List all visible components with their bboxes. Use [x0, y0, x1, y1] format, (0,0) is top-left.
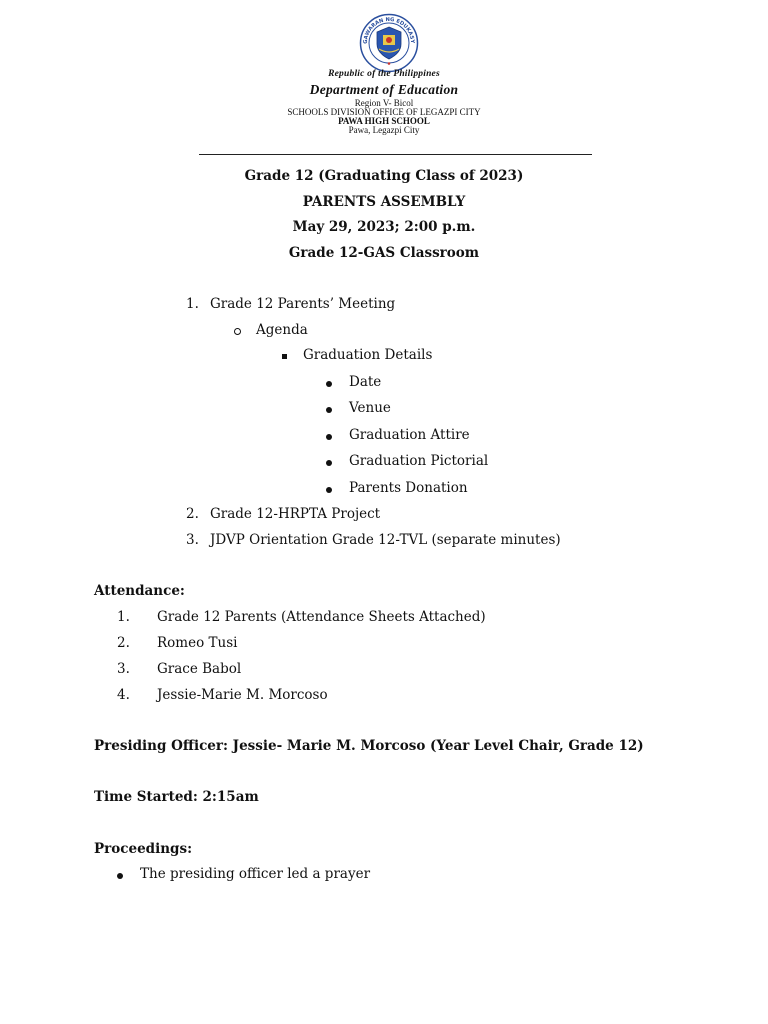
- title-datetime: May 29, 2023; 2:00 p.m.: [292, 219, 476, 235]
- detail-item: Date: [349, 374, 382, 390]
- bullet-icon: [326, 381, 332, 387]
- proceedings-item: The presiding officer led a prayer: [140, 866, 371, 882]
- bullet-icon: [326, 460, 332, 466]
- school-address: Pawa, Legazpi City: [348, 125, 420, 135]
- bullet-icon: [326, 487, 332, 493]
- deped-seal-icon: [359, 13, 419, 73]
- attendance-heading: Attendance:: [94, 583, 185, 599]
- bullet-icon: [117, 873, 123, 879]
- bullet-icon: [326, 407, 332, 413]
- attendance-number: 3.: [117, 661, 130, 677]
- detail-item: Graduation Attire: [349, 427, 470, 443]
- title-venue: Grade 12-GAS Classroom: [288, 245, 480, 261]
- detail-item: Graduation Pictorial: [349, 453, 489, 469]
- attendance-number: 2.: [117, 635, 130, 651]
- square-bullet-icon: [282, 354, 287, 359]
- agenda-item-2-text: Grade 12-HRPTA Project: [210, 506, 381, 522]
- letterhead-divider: [199, 154, 592, 155]
- school-name: PAWA HIGH SCHOOL: [338, 116, 430, 126]
- attendance-item: Romeo Tusi: [157, 635, 238, 651]
- agenda-item-1-text: Grade 12 Parents’ Meeting: [210, 296, 396, 312]
- title-class: Grade 12 (Graduating Class of 2023): [244, 168, 524, 184]
- agenda-item-3-text: JDVP Orientation Grade 12-TVL (separate minutes): [210, 532, 561, 548]
- attendance-item: Grace Babol: [157, 661, 242, 677]
- department-name: Department of Education: [309, 82, 459, 97]
- bullet-icon: [326, 434, 332, 440]
- detail-item: Venue: [349, 400, 391, 416]
- attendance-item: Jessie-Marie M. Morcoso: [157, 687, 328, 703]
- detail-item: Parents Donation: [349, 480, 468, 496]
- presiding-officer: Presiding Officer: Jessie- Marie M. Morcoso (Year Level Chair, Grade 12): [94, 738, 644, 754]
- attendance-item: Grade 12 Parents (Attendance Sheets Attached): [157, 609, 486, 625]
- agenda-item-1-number: 1.: [186, 296, 199, 312]
- title-assembly: PARENTS ASSEMBLY: [302, 194, 466, 210]
- agenda-sub-item: Agenda: [256, 322, 308, 338]
- region-line: Region V- Bicol: [354, 98, 414, 108]
- seal-lettering: GAWARAN NG EDUKASY: [362, 16, 416, 44]
- division-line: SCHOOLS DIVISION OFFICE OF LEGAZPI CITY: [287, 107, 481, 117]
- republic-line: Republic of the Philippines: [328, 69, 440, 79]
- hollow-bullet-icon: [234, 328, 241, 335]
- attendance-number: 1.: [117, 609, 130, 625]
- attendance-number: 4.: [117, 687, 130, 703]
- agenda-item-2-number: 2.: [186, 506, 199, 522]
- proceedings-heading: Proceedings:: [94, 841, 193, 857]
- agenda-item-3-number: 3.: [186, 532, 199, 548]
- agenda-subsub-item: Graduation Details: [303, 347, 433, 363]
- time-started: Time Started: 2:15am: [94, 789, 259, 805]
